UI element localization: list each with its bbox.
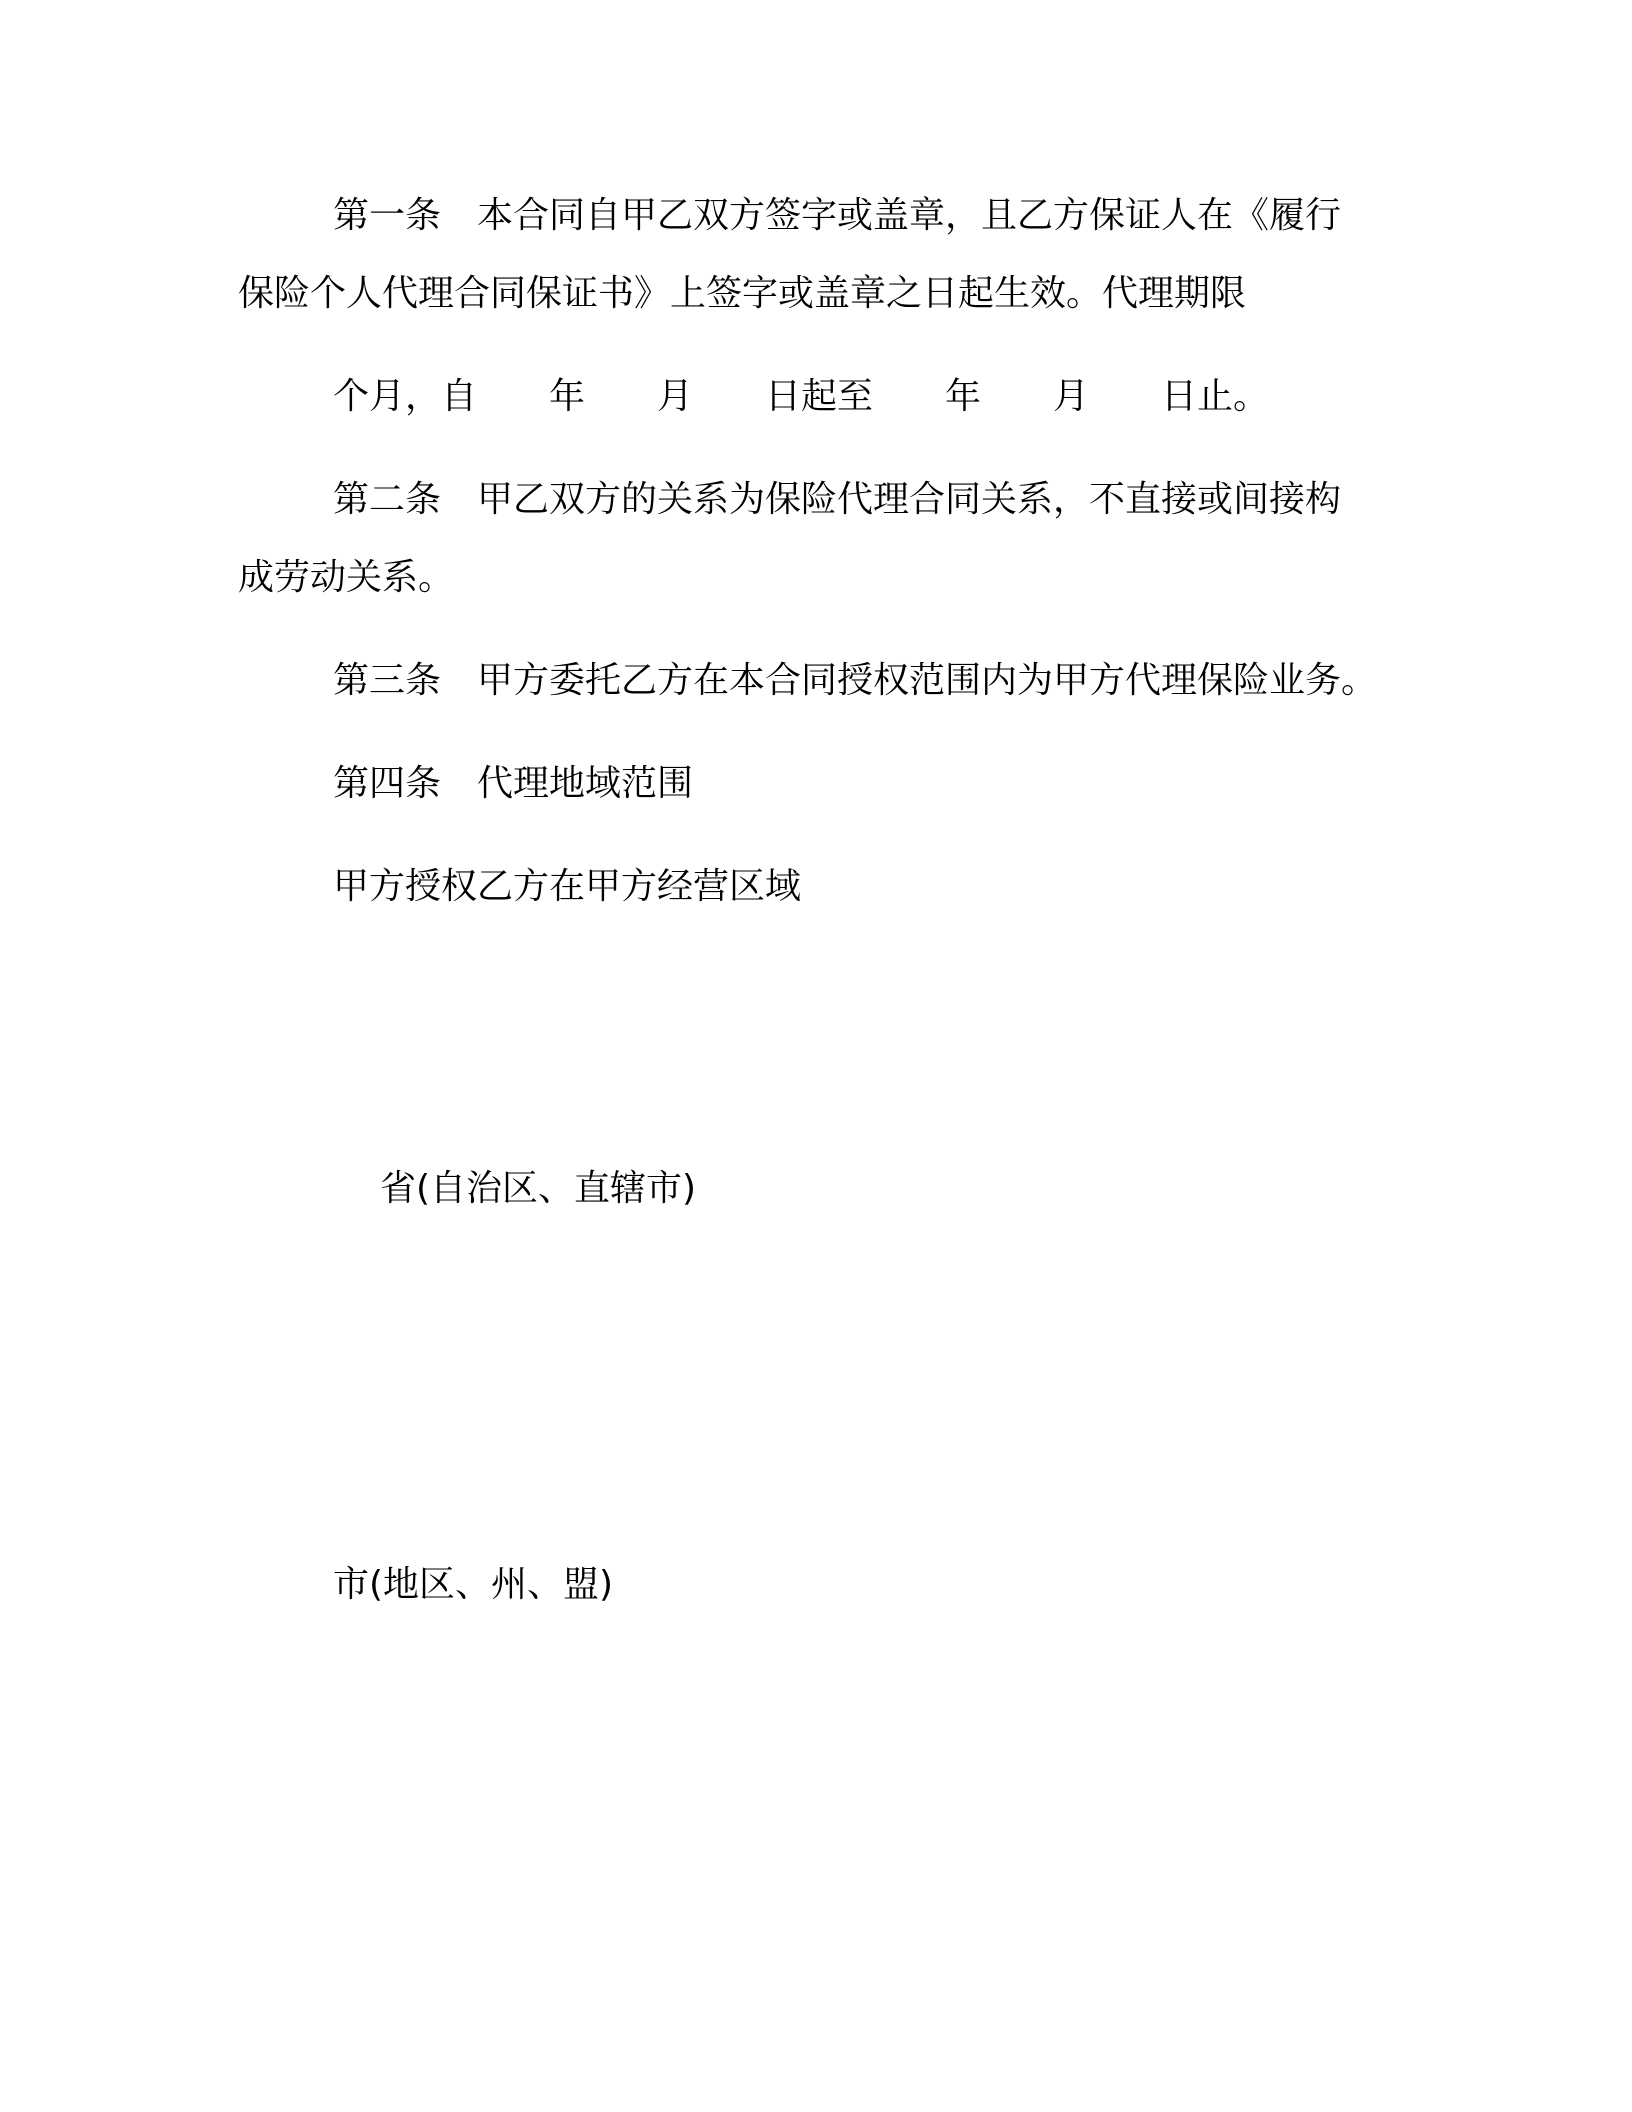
article-3-line-1: 第三条 甲方委托乙方在本合同授权范围内为甲方代理保险业务。 xyxy=(333,660,1378,701)
province-field-label: 省(自治区、直辖市) xyxy=(380,1168,697,1209)
article-4-intro: 甲方授权乙方在甲方经营区域 xyxy=(333,866,802,907)
article-1-term-dates: 个月，自 年 月 日起至 年 月 日止。 xyxy=(333,376,1270,417)
article-1-line-1: 第一条 本合同自甲乙双方签字或盖章，且乙方保证人在《履行 xyxy=(333,195,1342,236)
article-2-line-1: 第二条 甲乙双方的关系为保险代理合同关系，不直接或间接构 xyxy=(333,479,1342,520)
article-1-line-2: 保险个人代理合同保证书》上签字或盖章之日起生效。代理期限 xyxy=(238,273,1247,314)
article-2-line-2: 成劳动关系。 xyxy=(238,557,455,598)
city-field-label: 市(地区、州、盟) xyxy=(333,1564,614,1605)
article-4-heading: 第四条 代理地域范围 xyxy=(333,763,694,804)
